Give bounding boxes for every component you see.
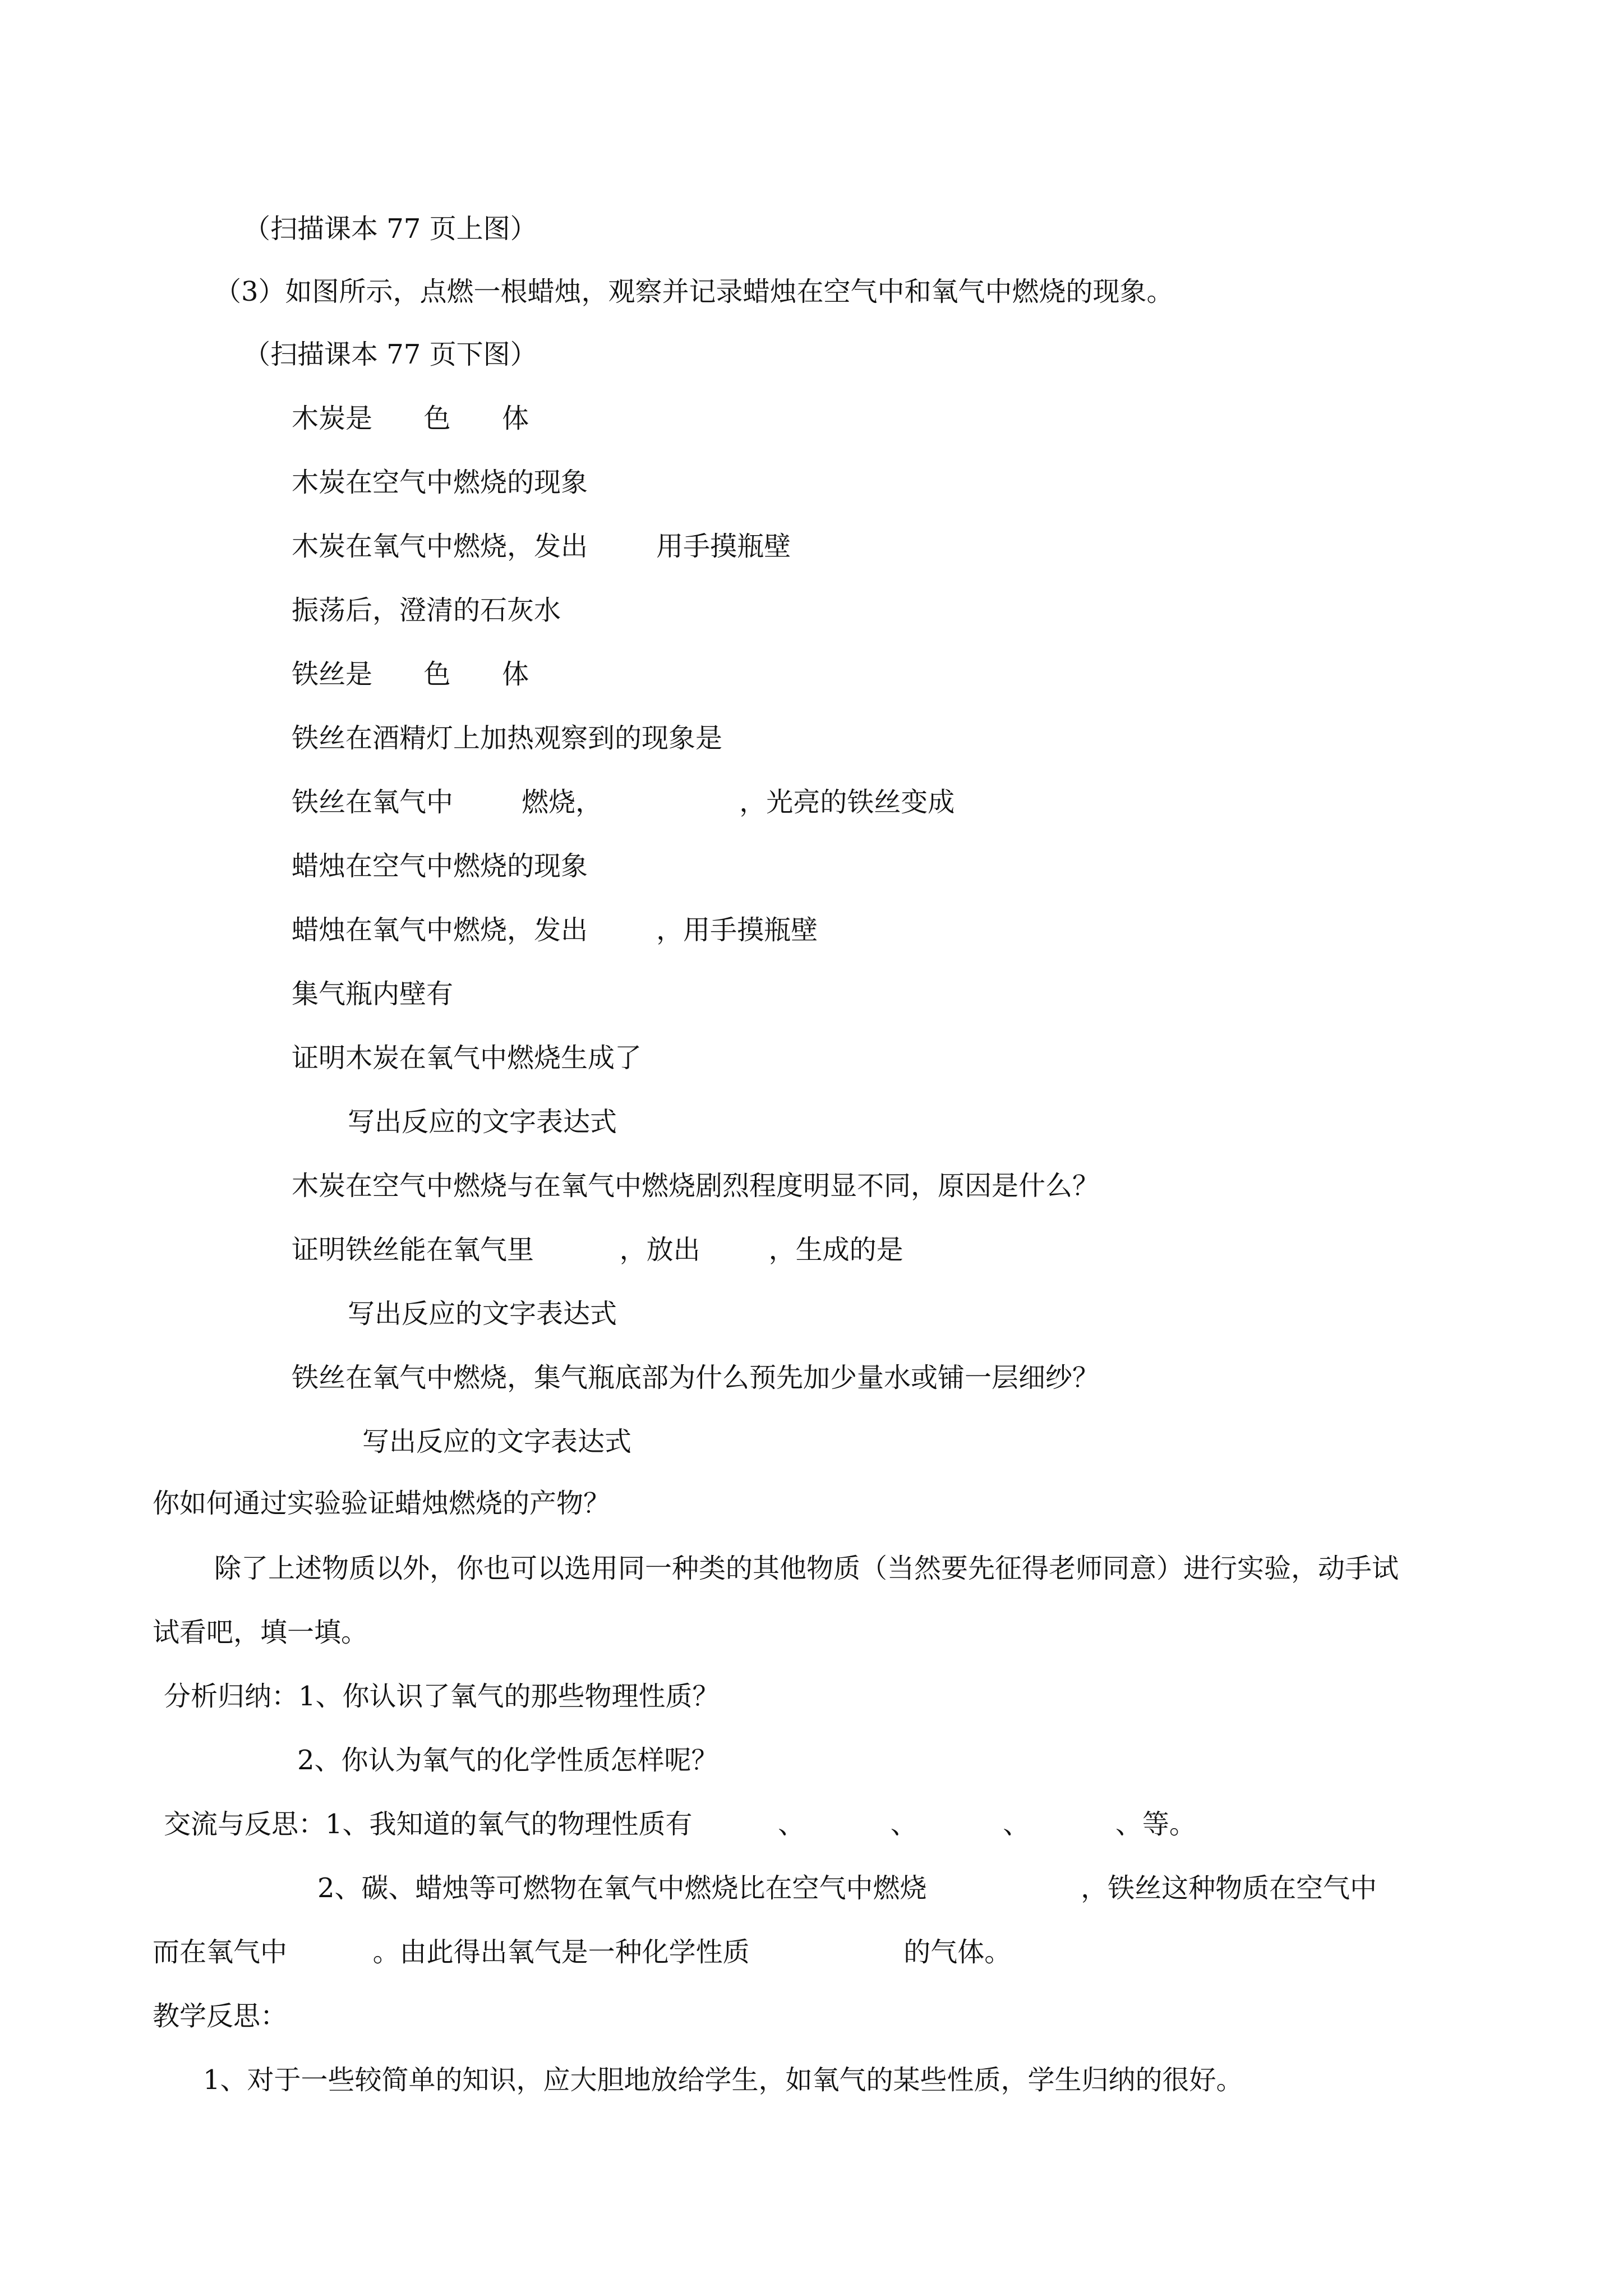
word-equation-3: 写出反应的文字表达式 [362,1426,632,1457]
reflection-item-2: 2、碳、蜡烛等可燃物在氧气中燃烧比在空气中燃烧 ，铁丝这种物质在空气中 [317,1872,1377,1904]
scan-note-top: （扫描课本 77 页上图） [243,213,537,245]
teaching-reflection-heading: 教学反思： [153,2000,288,2032]
extension-paragraph-2: 试看吧，填一填。 [153,1617,368,1648]
word-equation-1: 写出反应的文字表达式 [348,1106,617,1138]
word-equation-2: 写出反应的文字表达式 [348,1298,617,1329]
candle-product-question: 你如何通过实验验证蜡烛燃烧的产物？ [153,1488,611,1519]
analysis-question-2: 2、你认为氧气的化学性质怎样呢？ [297,1745,718,1776]
candle-air-burning: 蜡烛在空气中燃烧的现象 [292,850,588,882]
scan-note-bottom: （扫描课本 77 页下图） [243,339,537,370]
extension-paragraph-1: 除了上述物质以外，你也可以选用同一种类的其他物质（当然要先征得老师同意）进行实验，动手试 [214,1553,1399,1584]
charcoal-air-burning: 木炭在空气中燃烧的现象 [292,467,588,498]
analysis-question-1: 分析归纳：1、你认识了氧气的那些物理性质？ [164,1681,720,1712]
charcoal-color-state: 木炭是 色 体 [292,403,529,434]
charcoal-intensity-question: 木炭在空气中燃烧与在氧气中燃烧剧烈程度明显不同，原因是什么？ [292,1170,1100,1202]
charcoal-oxygen-burning: 木炭在氧气中燃烧，发出 用手摸瓶壁 [292,531,791,562]
iron-wire-water-question: 铁丝在氧气中燃烧，集气瓶底部为什么预先加少量水或铺一层细纱？ [292,1362,1100,1393]
iron-wire-proof: 证明铁丝能在氧气里 ，放出 ，生成的是 [292,1234,903,1266]
bottle-inner-wall: 集气瓶内壁有 [292,978,454,1010]
charcoal-product-proof: 证明木炭在氧气中燃烧生成了 [292,1042,642,1074]
teaching-reflection-1: 1、对于一些较简单的知识，应大胆地放给学生，如氧气的某些性质，学生归纳的很好。 [203,2064,1243,2096]
iron-wire-color-state: 铁丝是 色 体 [292,659,529,690]
reflection-item-2-cont: 而在氧气中 。由此得出氧气是一种化学性质 的气体。 [153,1936,1012,1968]
candle-oxygen-burning: 蜡烛在氧气中燃烧，发出 ，用手摸瓶壁 [292,914,818,946]
limewater-after-shaking: 振荡后，澄清的石灰水 [292,595,561,626]
iron-wire-heating: 铁丝在酒精灯上加热观察到的现象是 [292,723,723,754]
reflection-item-1: 交流与反思：1、我知道的氧气的物理性质有 、 、 、 、等。 [164,1809,1196,1840]
step-3-instruction: （3）如图所示，点燃一根蜡烛，观察并记录蜡烛在空气中和氧气中燃烧的现象。 [214,276,1174,307]
iron-wire-oxygen: 铁丝在氧气中 燃烧， ，光亮的铁丝变成 [292,786,955,818]
